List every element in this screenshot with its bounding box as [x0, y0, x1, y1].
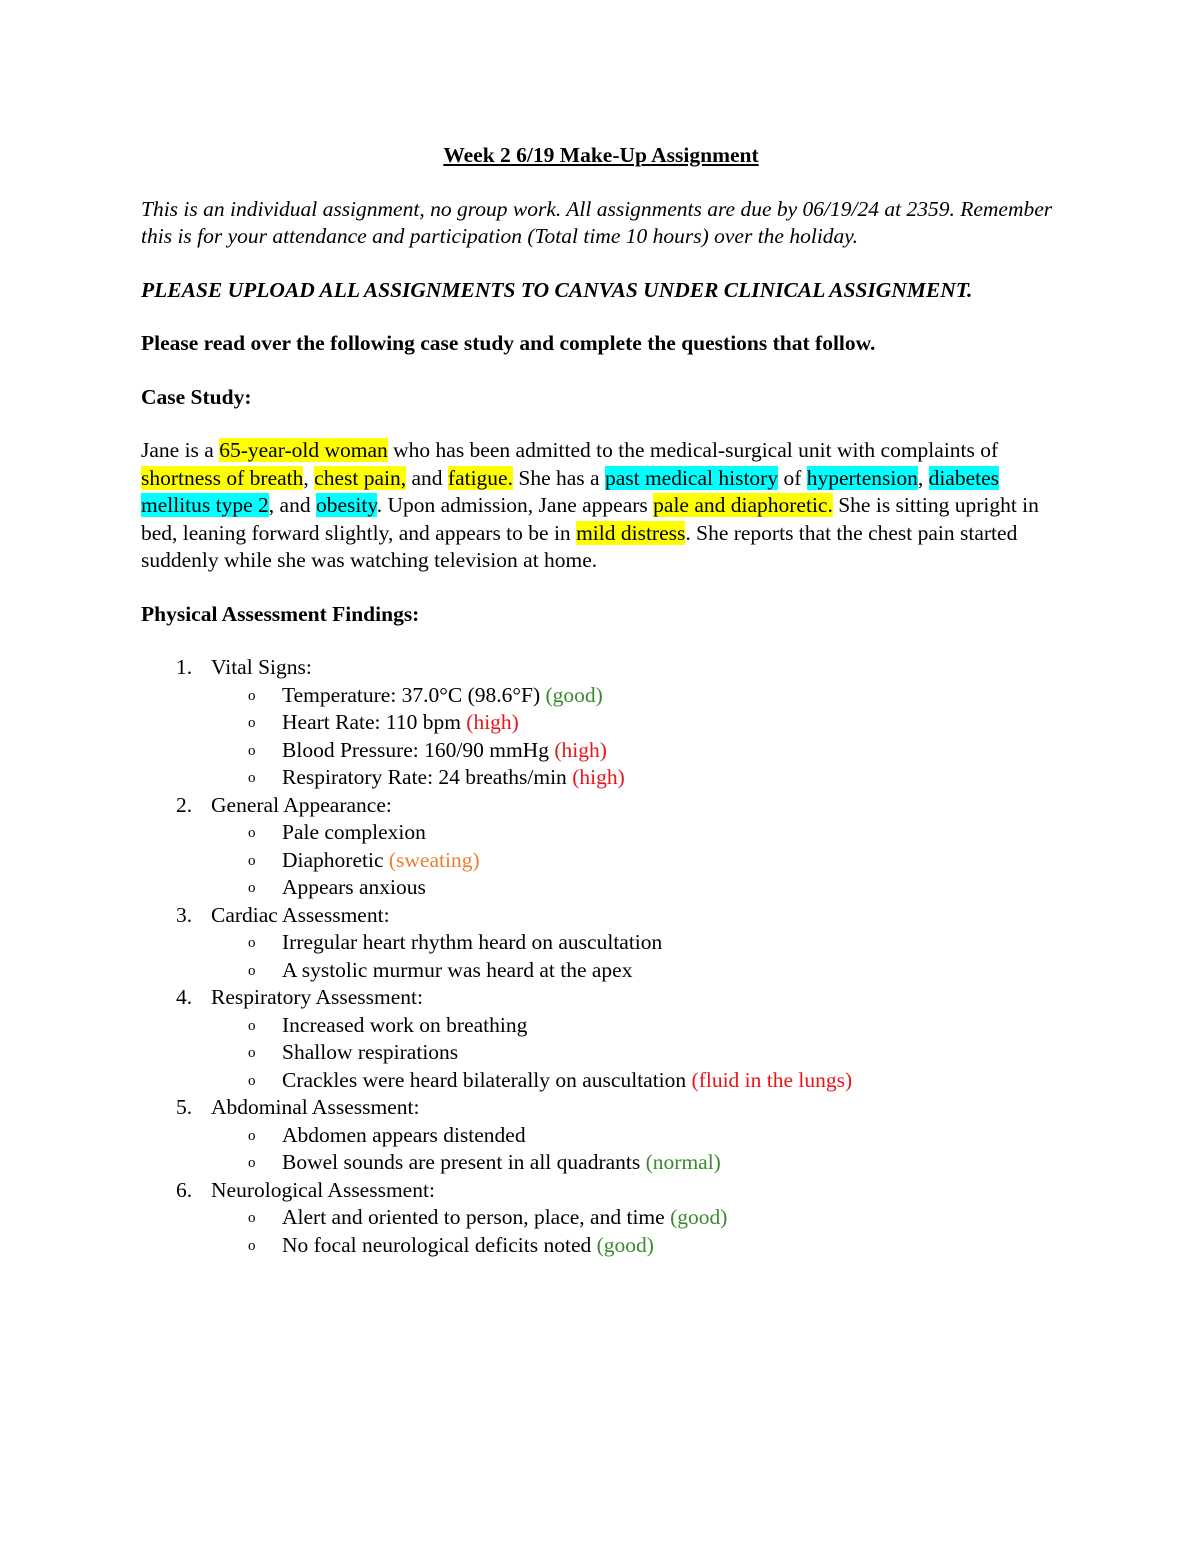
finding-label: Neurological Assessment:	[211, 1177, 435, 1202]
case-text: ,	[917, 465, 929, 490]
note-high: (high)	[466, 710, 519, 734]
case-text: . She reports that the chest pain started suddenly while she was watching television at home.	[141, 520, 1018, 572]
highlight-obesity: obesity	[315, 493, 377, 517]
bullet-icon: o	[248, 1127, 256, 1144]
finding-vital-signs	[141, 654, 1061, 792]
finding-number: 3.	[176, 902, 193, 927]
case-text: ,	[303, 465, 315, 490]
bullet-icon: o	[248, 825, 256, 841]
document-page	[141, 142, 1061, 1259]
highlight-diabetes: diabetes mellitus type 2	[141, 465, 1000, 517]
document-title: Week 2 6/19 Make-Up Assignment	[443, 143, 759, 167]
sub-item-text: Temperature: 37.0°C (98.6°F)	[282, 682, 546, 707]
finding-sublist	[211, 682, 1061, 792]
case-text: , and	[268, 493, 316, 517]
sub-item-text: A systolic murmur was heard at the apex	[282, 957, 633, 982]
finding-sublist	[211, 929, 1061, 984]
finding-sublist	[211, 1204, 1061, 1259]
finding-sublist	[211, 1012, 1061, 1095]
finding-number: 2.	[176, 792, 193, 817]
finding-respiratory-assessment	[141, 984, 1061, 1094]
note-fluid: (fluid in the lungs)	[691, 1067, 853, 1092]
sub-item	[211, 737, 1061, 765]
note-good: (good)	[545, 682, 603, 707]
highlight-past-medical-history: past medical history	[604, 465, 779, 490]
highlight-hypertension: hypertension	[806, 465, 918, 490]
bullet-icon: o	[248, 1237, 256, 1254]
finding-label: General Appearance:	[211, 792, 392, 817]
case-text: . Upon admission, Jane appears	[376, 493, 654, 517]
note-sweating: (sweating)	[388, 847, 480, 872]
bullet-icon: o	[248, 1072, 256, 1089]
sub-item-text: Irregular heart rhythm heard on auscultation	[282, 930, 663, 954]
bullet-icon: o	[248, 1210, 256, 1226]
bullet-icon: o	[248, 852, 256, 869]
sub-item-text: Appears anxious	[282, 875, 426, 899]
case-text: Jane is a	[141, 438, 220, 462]
bullet-icon: o	[248, 1155, 256, 1171]
sub-item	[211, 819, 1061, 847]
bullet-icon: o	[248, 1017, 256, 1034]
highlight-shortness-of-breath: shortness of breath	[141, 465, 304, 490]
sub-item	[211, 1232, 1061, 1260]
note-normal: (normal)	[645, 1150, 721, 1174]
sub-item-text: Pale complexion	[282, 820, 426, 844]
finding-general-appearance	[141, 792, 1061, 902]
sub-item-text: Heart Rate: 110 bpm	[282, 710, 467, 734]
sub-item-text: Blood Pressure: 160/90 mmHg	[282, 737, 555, 762]
finding-label: Respiratory Assessment:	[211, 985, 423, 1009]
sub-item-text: Respiratory Rate: 24 breaths/min	[282, 765, 573, 789]
finding-neurological-assessment	[141, 1177, 1061, 1260]
sub-item	[211, 957, 1061, 985]
finding-label: Abdominal Assessment:	[211, 1095, 420, 1119]
sub-item	[211, 1039, 1061, 1067]
note-high: (high)	[572, 765, 625, 789]
sub-item	[211, 1012, 1061, 1040]
highlight-fatigue: fatigue.	[447, 465, 513, 490]
sub-item-text: Bowel sounds are present in all quadrants	[282, 1150, 646, 1174]
bullet-icon: o	[248, 770, 256, 786]
findings-heading: Physical Assessment Findings:	[141, 601, 420, 626]
sub-item-text: Shallow respirations	[282, 1040, 459, 1064]
finding-number: 6.	[176, 1177, 193, 1202]
sub-item	[211, 709, 1061, 737]
finding-number: 4.	[176, 985, 193, 1009]
highlight-age: 65-year-old woman	[219, 438, 388, 462]
assignment-intro: This is an individual assignment, no group work. All assignments are due by 06/19/24 at 2359. Remember this is for your attendance and participation (Total time 10 hours) over the holiday.	[141, 196, 1053, 248]
case-text: of	[778, 465, 807, 490]
case-text: She is sitting upright in bed, leaning forward slightly, and appears to be in	[141, 493, 1039, 545]
bullet-icon: o	[248, 715, 256, 731]
finding-sublist	[211, 1122, 1061, 1177]
case-study-heading: Case Study:	[141, 384, 252, 409]
finding-abdominal-assessment	[141, 1094, 1061, 1177]
sub-item	[211, 1067, 1061, 1095]
note-good: (good)	[670, 1205, 728, 1229]
finding-label: Cardiac Assessment:	[211, 902, 390, 927]
case-text: and	[406, 465, 448, 490]
finding-number: 1.	[176, 655, 193, 679]
note-good: (good)	[596, 1232, 654, 1257]
finding-number: 5.	[176, 1095, 193, 1119]
bullet-icon: o	[248, 935, 256, 951]
sub-item	[211, 874, 1061, 902]
sub-item-text: Alert and oriented to person, place, and time	[282, 1205, 671, 1229]
sub-item	[211, 1204, 1061, 1232]
bullet-icon: o	[248, 880, 256, 896]
finding-cardiac-assessment	[141, 902, 1061, 985]
finding-sublist	[211, 819, 1061, 902]
sub-item	[211, 847, 1061, 875]
bullet-icon: o	[248, 742, 256, 759]
sub-item-text: Increased work on breathing	[282, 1012, 528, 1037]
bullet-icon: o	[248, 687, 256, 704]
instructions: Please read over the following case study and complete the questions that follow.	[141, 331, 876, 355]
upload-notice: PLEASE UPLOAD ALL ASSIGNMENTS TO CANVAS UNDER CLINICAL ASSIGNMENT.	[141, 277, 973, 302]
highlight-chest-pain: chest pain,	[314, 465, 407, 490]
case-study-paragraph	[141, 437, 1061, 575]
sub-item-text: Diaphoretic	[282, 847, 389, 872]
highlight-pale-diaphoretic: pale and diaphoretic.	[653, 493, 833, 517]
sub-item	[211, 1149, 1061, 1177]
note-high: (high)	[554, 737, 607, 762]
finding-label: Vital Signs:	[211, 655, 312, 679]
bullet-icon: o	[248, 962, 256, 979]
sub-item	[211, 929, 1061, 957]
sub-item	[211, 764, 1061, 792]
sub-item	[211, 1122, 1061, 1150]
case-text: who has been admitted to the medical-surgical unit with complaints of	[387, 438, 999, 462]
bullet-icon: o	[248, 1045, 256, 1061]
sub-item	[211, 682, 1061, 710]
sub-item-text: Crackles were heard bilaterally on auscultation	[282, 1067, 692, 1092]
sub-item-text: No focal neurological deficits noted	[282, 1232, 597, 1257]
highlight-mild-distress: mild distress	[576, 520, 686, 545]
case-text: She has a	[512, 465, 605, 490]
sub-item-text: Abdomen appears distended	[282, 1122, 526, 1147]
findings-list	[141, 654, 1061, 1259]
